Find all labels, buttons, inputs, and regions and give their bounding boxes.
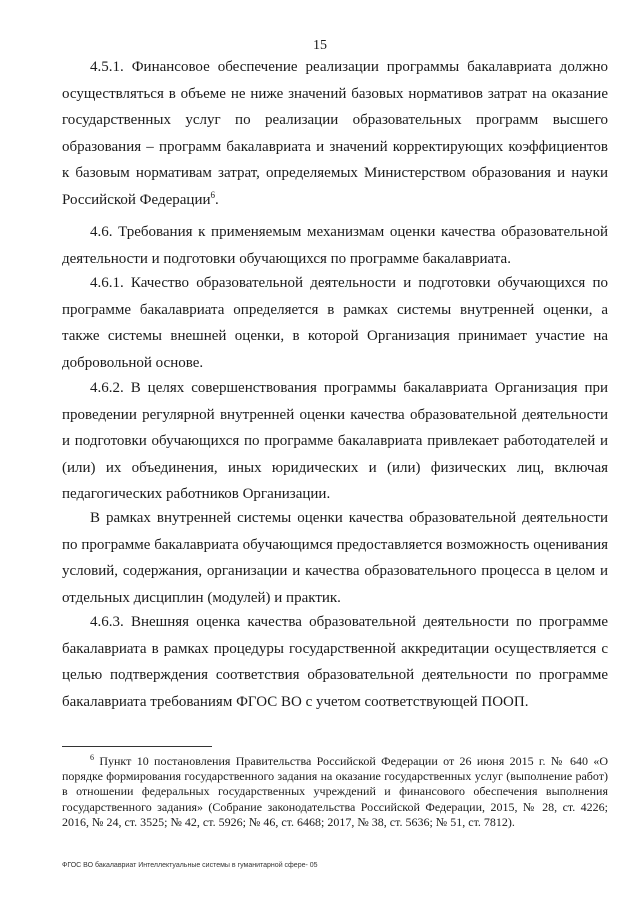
paragraph-text: 4.5.1. Финансовое обеспечение реализации программы бакалавриата должно осуществляться в объеме не ниже значений базовых нормативов затрат на оказание государственных услуг по реализации образовательных программ высшего образования – программ бакалавриата и значений корректирующих коэффициентов к базовым нормативам затрат, определяемых Министерством образования и науки Российской Федерации [62,59,608,208]
footnote-text: Пункт 10 постановления Правительства Российской Федерации от 26 июня 2015 г. № 640 «О порядке формирования государственного задания на оказание государственных услуг (выполнение работ) в отношении федеральных государственных учреждений и финансового обеспечения выполнения государственного задания» (Собрание законодательства Российской Федерации, 2015, № 28, ст. 4226; 2016, № 24, ст. 3525; № 42, ст. 5926; № 46, ст. 6468; 2017, № 38, ст. 5636; № 51, ст. 7812). [62,754,608,829]
footnote-6 [62,754,608,830]
paragraph-4-6-2: 4.6.2. В целях совершенствования программы бакалавриата Организация при проведении регулярной внутренней оценки качества образовательной деятельности и подготовки обучающихся по программе бакалавриата привлекает работодателей и (или) их объединения, иных юридических и (или) физических лиц, включая педагогических работников Организации. [62,380,608,502]
paragraph-4-5-1 [62,54,608,213]
page-number: 15 [313,38,327,53]
footnote-reference[interactable]: 6 [210,189,216,200]
paragraph-4-6-3: 4.6.3. Внешняя оценка качества образовательной деятельности по программе бакалавриата в рамках процедуры государственной аккредитации осуществляется с целью подтверждения соответствия образовательной деятельности по программе бакалавриата требованиям ФГОС ВО с учетом соответствующей ПООП. [62,614,608,710]
paragraph-tail: . [215,191,219,208]
paragraph-internal-assessment: В рамках внутренней системы оценки качества образовательной деятельности по программе бакалавриата обучающимся предоставляется возможность оценивания условий, содержания, организации и качества образовательного процесса в целом и отдельных дисциплин (модулей) и практик. [62,510,608,606]
paragraph-4-6-1: 4.6.1. Качество образовательной деятельности и подготовки обучающихся по программе бакалавриата определяется в рамках системы внутренней оценки, а также системы внешней оценки, в которой Организация принимает участие на добровольной основе. [62,275,608,371]
document-footer: ФГОС ВО бакалавриат Интеллектуальные системы в гуманитарной сфере- 05 [62,862,318,869]
footnote-separator [62,746,212,747]
paragraph-4-6: 4.6. Требования к применяемым механизмам оценки качества образовательной деятельности и подготовки обучающихся по программе бакалавриата. [62,224,608,267]
footnote-mark: 6 [90,753,94,762]
